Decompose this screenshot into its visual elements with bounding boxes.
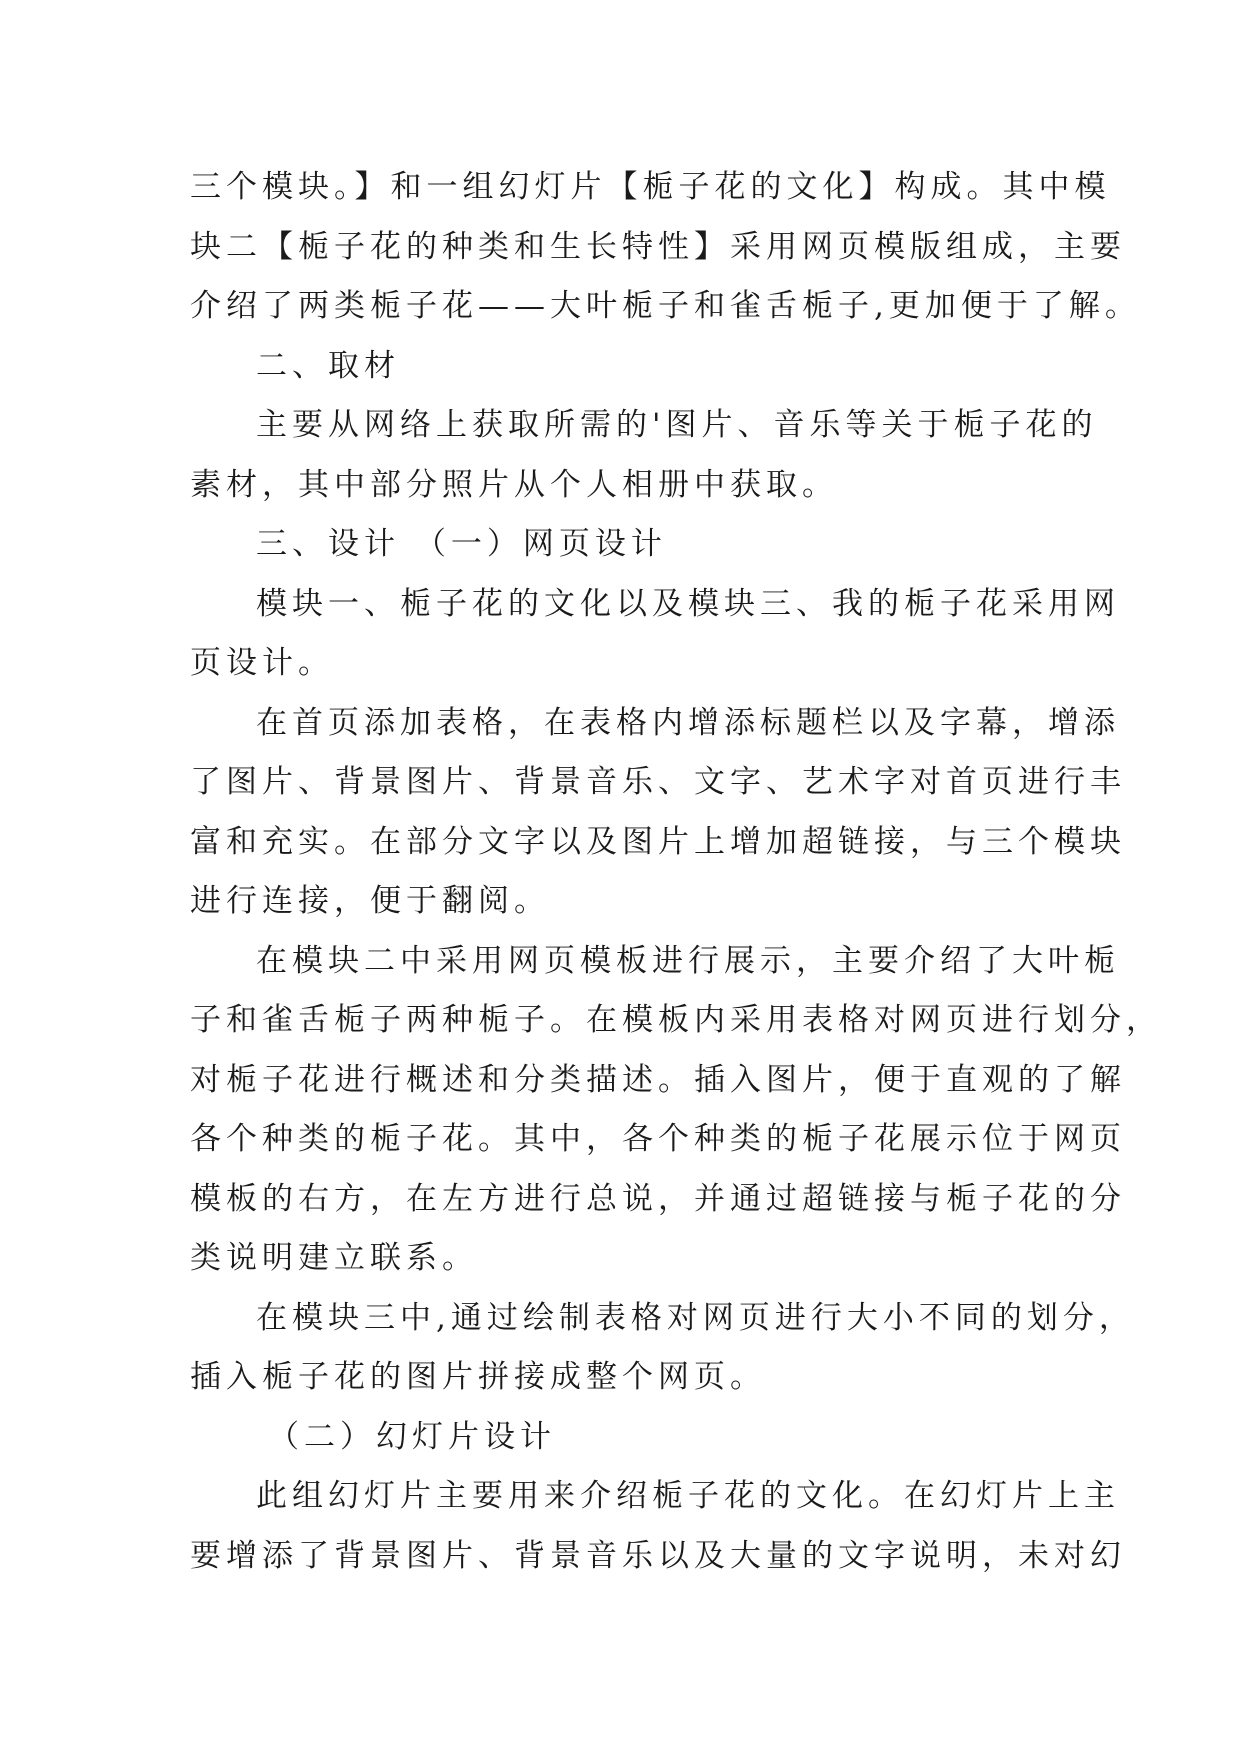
text-line: 素材，其中部分照片从个人相册中获取。 [190, 466, 838, 503]
text-line: 对栀子花进行概述和分类描述。插入图片，便于直观的了解 [190, 1061, 1126, 1098]
text-line: 各个种类的栀子花。其中，各个种类的栀子花展示位于网页 [190, 1121, 1126, 1157]
section-heading: 二、取材 [256, 347, 400, 384]
text-line: 子和雀舌栀子两种栀子。在模板内采用表格对网页进行划分， [190, 1002, 1162, 1038]
text-line: 主要从网络上获取所需的'图片、音乐等关于栀子花的 [256, 407, 1098, 443]
text-line: 在模块二中采用网页模板进行展示，主要介绍了大叶栀 [256, 942, 1120, 979]
text-line: 要增添了背景图片、背景音乐以及大量的文字说明，未对幻 [190, 1537, 1126, 1574]
section-heading: 三、设计 （一）网页设计 [256, 526, 667, 562]
text-line: 进行连接，便于翻阅。 [190, 883, 550, 919]
text-line: 插入栀子花的图片拼接成整个网页。 [190, 1359, 766, 1395]
section-heading: （二）幻灯片设计 [268, 1418, 556, 1455]
text-line: 三个模块。】和一组幻灯片【栀子花的文化】构成。其中模 [190, 169, 1111, 205]
text-line: 块二【栀子花的种类和生长特性】采用网页模版组成，主要 [190, 228, 1126, 265]
text-line: 了图片、背景图片、背景音乐、文字、艺术字对首页进行丰 [190, 764, 1126, 800]
text-line: 模板的右方，在左方进行总说，并通过超链接与栀子花的分 [190, 1180, 1126, 1217]
document-body [190, 158, 1162, 1586]
text-line: 在首页添加表格，在表格内增添标题栏以及字幕，增添 [256, 704, 1120, 741]
text-line: 介绍了两类栀子花——大叶栀子和雀舌栀子,更加便于了解。 [190, 288, 1141, 324]
text-line: 此组幻灯片主要用来介绍栀子花的文化。在幻灯片上主 [256, 1478, 1120, 1514]
text-line: 页设计。 [190, 645, 334, 681]
text-line: 模块一、栀子花的文化以及模块三、我的栀子花采用网 [256, 585, 1120, 622]
text-line: 在模块三中,通过绘制表格对网页进行大小不同的划分， [256, 1299, 1135, 1336]
text-line: 富和充实。在部分文字以及图片上增加超链接，与三个模块 [190, 823, 1126, 860]
text-line: 类说明建立联系。 [190, 1240, 478, 1276]
